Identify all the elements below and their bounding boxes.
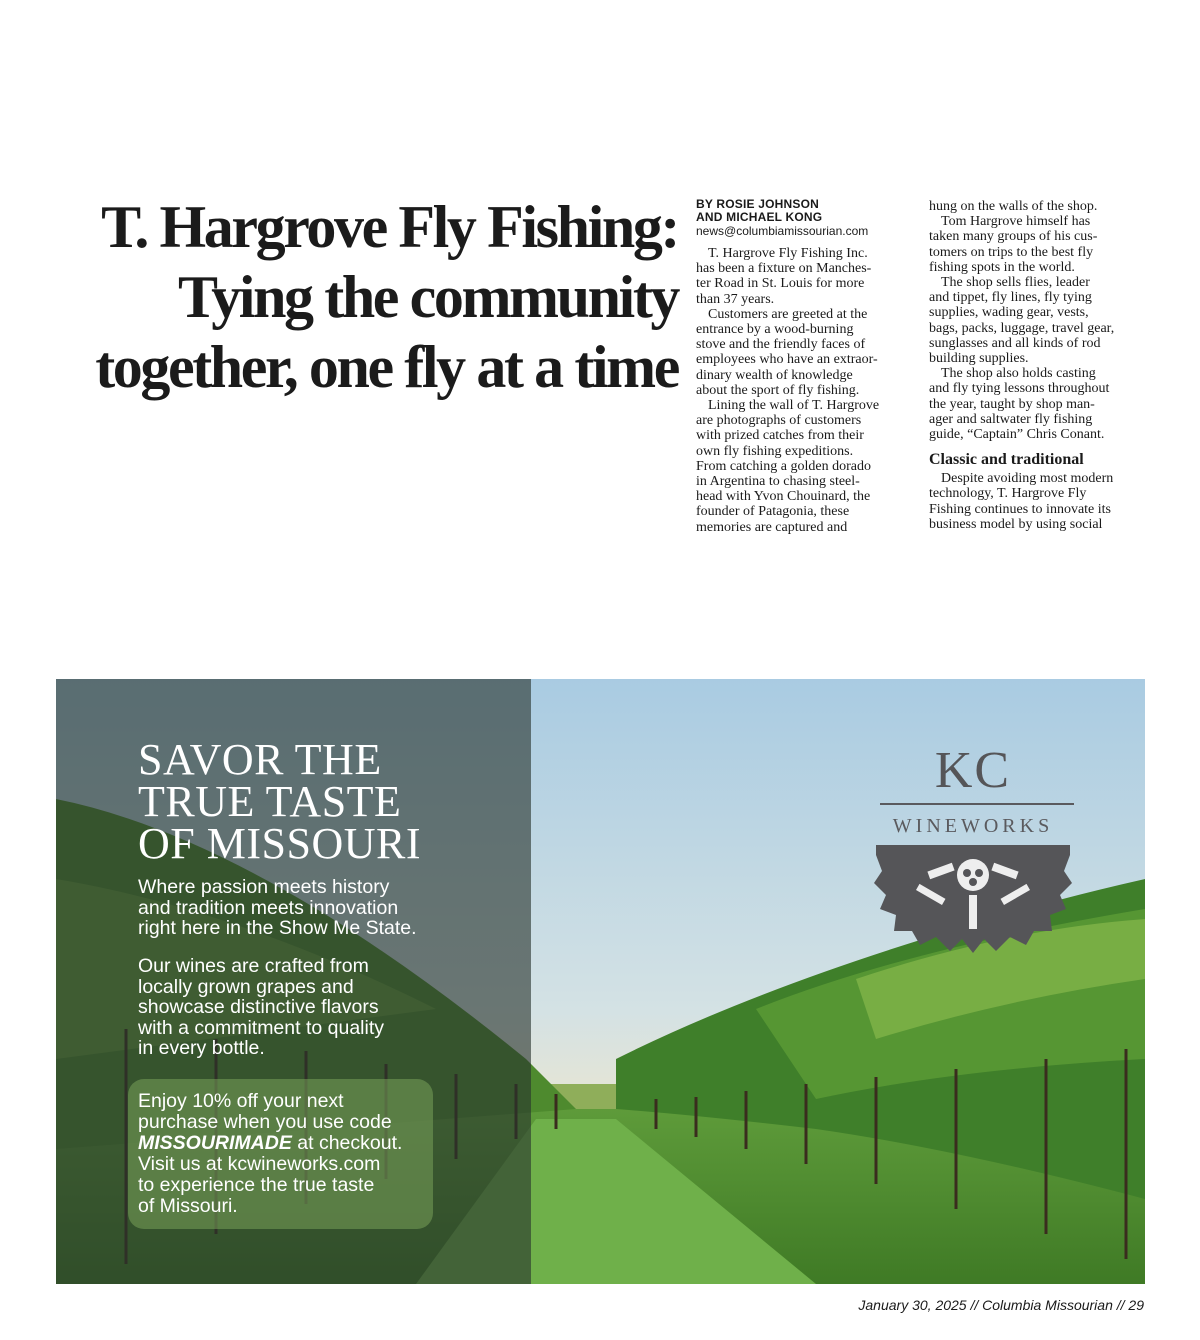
logo-rule	[880, 803, 1074, 805]
body-line: ter Road in St. Louis for more	[696, 276, 865, 292]
byline-line-2: AND MICHAEL KONG	[696, 210, 823, 224]
ad-copy-line: showcase distinctive flavors	[138, 996, 379, 1018]
ad-copy-line: right here in the Show Me State.	[138, 917, 417, 939]
kc-wineworks-logo	[868, 737, 1078, 952]
gear-icon	[868, 845, 1078, 955]
body-line: Fishing continues to innovate its	[929, 501, 1111, 517]
page-footer: January 30, 2025 // Columbia Missourian // 29	[858, 1297, 1144, 1313]
ad-title-line: SAVOR THE	[138, 735, 382, 784]
body-line: Despite avoiding most modern	[941, 471, 1114, 487]
body-line: the year, taught by shop man-	[929, 396, 1095, 412]
article-column-2	[929, 199, 1151, 532]
byline-line-1: BY ROSIE JOHNSON	[696, 197, 820, 211]
ad-tagline	[138, 877, 508, 939]
headline-line-2: Tying the community	[178, 264, 678, 330]
body-line: head with Yvon Chouinard, the	[696, 489, 871, 505]
body-line: and tippet, fly lines, fly tying	[929, 290, 1092, 306]
body-line: stove and the friendly faces of	[696, 337, 866, 353]
ad-copy-line: in every bottle.	[138, 1037, 265, 1059]
promo-line: Visit us at kcwineworks.com	[138, 1153, 381, 1175]
byline	[696, 198, 912, 224]
ad-copy-line: Our wines are crafted from	[138, 955, 369, 977]
promo-line: purchase when you use code	[138, 1111, 392, 1133]
body-line: technology, T. Hargrove Fly	[929, 486, 1087, 502]
ad-description	[138, 956, 508, 1059]
body-line: about the sport of fly fishing.	[696, 382, 860, 398]
body-line: with prized catches from their	[696, 428, 864, 444]
body-line: hung on the walls of the shop.	[929, 199, 1098, 214]
body-line: ager and saltwater fly fishing	[929, 411, 1093, 427]
author-email: news@columbiamissourian.com	[696, 224, 869, 238]
ad-title	[138, 735, 518, 868]
body-line: The shop also holds casting	[941, 366, 1096, 382]
body-line: own fly fishing expeditions.	[696, 443, 854, 459]
ad-copy-line: Where passion meets history	[138, 876, 390, 898]
body-line: sunglasses and all kinds of rod	[929, 335, 1101, 351]
promo-text	[138, 1091, 438, 1217]
body-line: Lining the wall of T. Hargrove	[708, 398, 880, 414]
body-line: entrance by a wood-burning	[696, 322, 854, 338]
promo-code: MISSOURIMADE	[138, 1132, 292, 1154]
logo-wordmark: WINEWORKS	[892, 815, 1054, 837]
body-line: taken many groups of his cus-	[929, 229, 1098, 245]
body-line: T. Hargrove Fly Fishing Inc.	[708, 246, 868, 261]
article-column-1	[696, 198, 912, 535]
headline-line-1: T. Hargrove Fly Fishing:	[101, 194, 678, 260]
promo-line	[138, 1133, 438, 1154]
body-line: founder of Patagonia, these	[696, 504, 850, 520]
body-line: in Argentina to chasing steel-	[696, 474, 860, 490]
article-headline	[60, 192, 678, 402]
promo-after-code: at checkout.	[291, 1132, 403, 1154]
body-line: fishing spots in the world.	[929, 259, 1075, 275]
ad-title-line: TRUE TASTE	[138, 777, 402, 826]
wine-advertisement	[56, 679, 1145, 1284]
headline-line-3: together, one fly at a time	[95, 334, 678, 400]
article-subhead: Classic and traditional	[929, 451, 1084, 469]
body-line: than 37 years.	[696, 291, 775, 307]
body-line: guide, “Captain” Chris Conant.	[929, 427, 1105, 443]
ad-copy-line: locally grown grapes and	[138, 975, 354, 998]
body-line: employees who have an extraor-	[696, 352, 878, 368]
ad-copy-line: with a commitment to quality	[138, 1016, 385, 1039]
body-line: tomers on trips to the best fly	[929, 244, 1094, 260]
body-line: From catching a golden dorado	[696, 458, 871, 474]
ad-title-line: OF MISSOURI	[138, 819, 422, 868]
body-line: Tom Hargrove himself has	[941, 214, 1091, 230]
promo-line: Enjoy 10% off your next	[138, 1090, 344, 1112]
body-line: bags, packs, luggage, travel gear,	[929, 320, 1115, 336]
body-line: memories are captured and	[696, 519, 848, 535]
body-line: and fly tying lessons throughout	[929, 381, 1110, 397]
promo-line: of Missouri.	[138, 1195, 238, 1217]
body-line: The shop sells flies, leader	[941, 275, 1090, 291]
body-line: dinary wealth of knowledge	[696, 367, 853, 383]
body-line: are photographs of customers	[696, 413, 862, 429]
body-line: Customers are greeted at the	[708, 306, 868, 322]
ad-copy-line: and tradition meets innovation	[138, 896, 399, 919]
body-line: business model by using social	[929, 516, 1103, 532]
logo-mark: KC	[934, 742, 1012, 799]
body-line: supplies, wading gear, vests,	[929, 305, 1089, 321]
body-line: building supplies.	[929, 351, 1029, 367]
promo-line: to experience the true taste	[138, 1174, 375, 1196]
body-line: has been a fixture on Manches-	[696, 261, 872, 277]
